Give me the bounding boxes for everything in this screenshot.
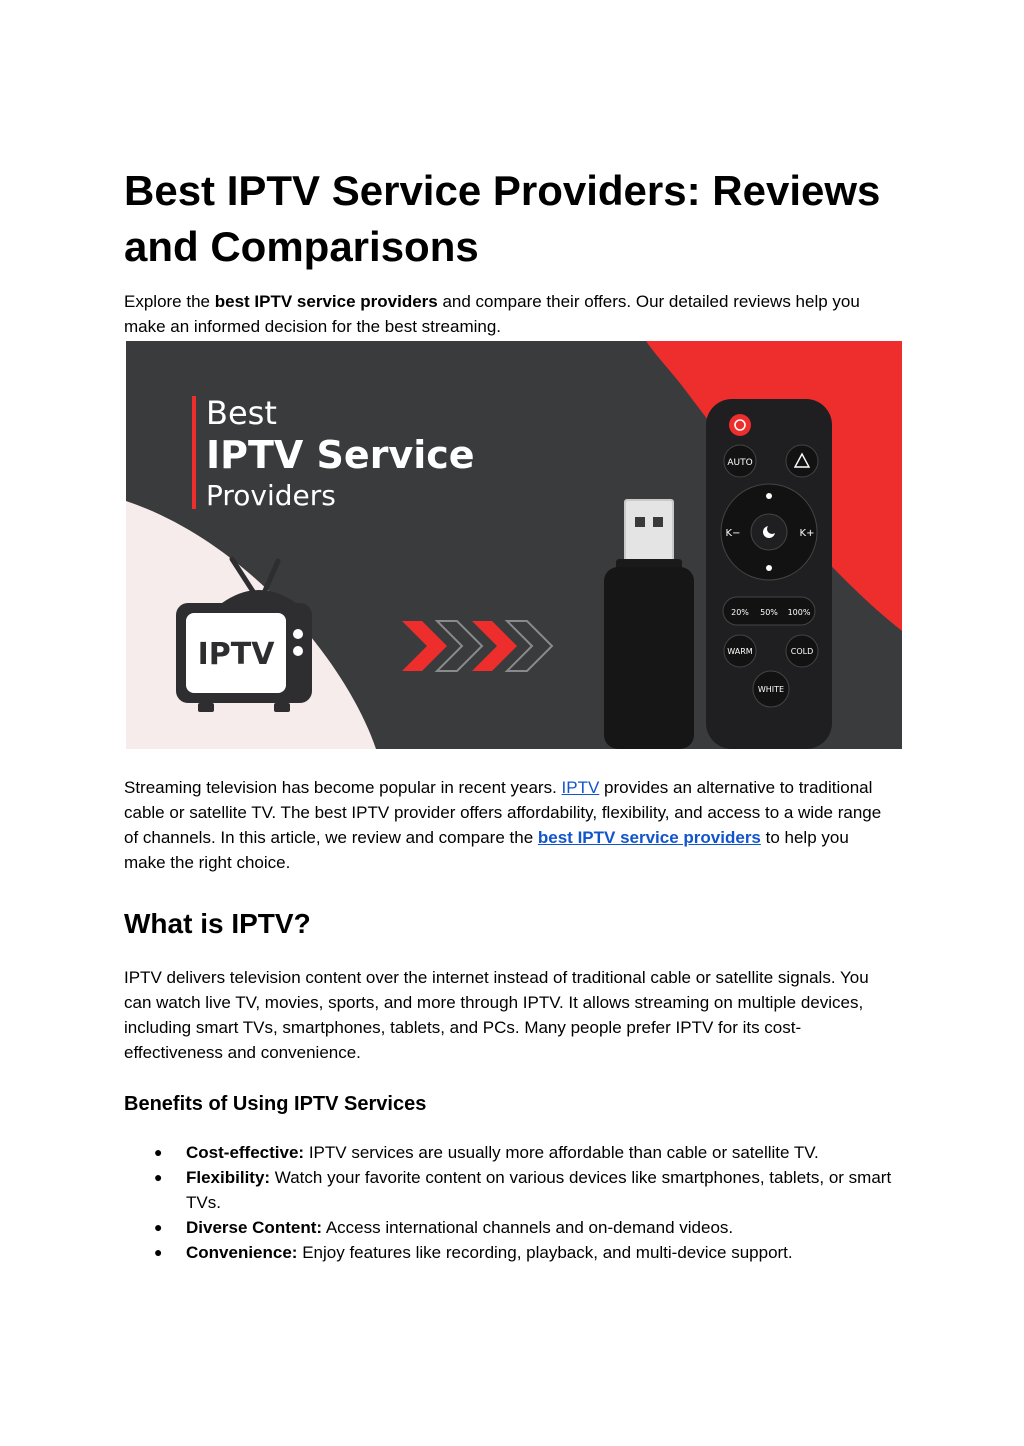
subheading: Benefits of Using IPTV Services: [124, 1093, 427, 1115]
remote-k-minus: K−: [725, 528, 741, 539]
intro-paragraph: [124, 289, 884, 339]
bullet-icon: ●: [154, 1219, 163, 1235]
remote-control: [706, 399, 832, 749]
benefits-list: [154, 1140, 904, 1265]
intro-text-start: Explore the: [124, 292, 215, 311]
benefit-label: Cost-effective:: [186, 1143, 305, 1162]
remote-warm: WARM: [727, 647, 753, 656]
tv-iptv-label: IPTV: [197, 637, 275, 672]
section-heading: What is IPTV?: [124, 908, 311, 939]
p1-text-3: to help you make the right choice.: [124, 828, 849, 872]
remote-auto: AUTO: [727, 458, 753, 468]
benefit-label: Flexibility:: [186, 1168, 271, 1187]
hero-illustration: [126, 341, 902, 749]
hero-image: [126, 341, 902, 749]
hero-title-line1: Best: [206, 394, 277, 432]
remote-50: 50%: [760, 608, 778, 617]
list-item: [154, 1240, 904, 1265]
intro-bold-text: best IPTV service providers: [214, 292, 438, 311]
remote-20: 20%: [731, 608, 749, 617]
remote-100: 100%: [787, 608, 811, 617]
benefit-text: Enjoy features like recording, playback, and multi-device support.: [297, 1243, 793, 1262]
body-paragraph-2: IPTV delivers television content over the internet instead of traditional cable or satellite signals. You can watch live TV, movies, sports, and more through IPTV. It allows streaming on multiple devices, including smart TVs, smartphones, tablets, and PCs. Many people prefer IPTV for its cost-effectiveness and convenience.: [124, 968, 869, 1062]
remote-white: WHITE: [757, 685, 785, 694]
body-paragraph-1: [124, 775, 884, 875]
list-item: [154, 1140, 904, 1165]
benefit-text: IPTV services are usually more affordable than cable or satellite TV.: [304, 1143, 819, 1162]
hero-title-line3: Providers: [206, 479, 336, 512]
p1-text-1: Streaming television has become popular in recent years.: [124, 778, 562, 797]
intro-text-end: and compare their offers. Our detailed reviews help you make an informed decision for the best streaming.: [124, 292, 860, 336]
benefit-text: Watch your favorite content on various devices like smartphones, tablets, or smart TVs.: [186, 1168, 892, 1212]
benefit-text: Access international channels and on-demand videos.: [322, 1218, 734, 1237]
bullet-icon: ●: [154, 1169, 163, 1185]
benefit-label: Convenience:: [186, 1243, 298, 1262]
hero-title-line2: IPTV Service: [206, 433, 475, 477]
p1-text-2: provides an alternative to traditional cable or satellite TV. The best IPTV provider offers affordability, flexibility, and access to a wide range of channels. In this article, we review and compare the: [124, 778, 882, 847]
iptv-link[interactable]: IPTV: [561, 778, 600, 797]
bullet-icon: ●: [154, 1144, 163, 1160]
best-iptv-providers-link[interactable]: best IPTV service providers: [537, 828, 761, 847]
bullet-icon: ●: [154, 1244, 163, 1260]
page-title: Best IPTV Service Providers: Reviews and Comparisons: [124, 167, 881, 270]
title-accent-bar: [192, 396, 196, 509]
remote-cold: COLD: [790, 647, 814, 656]
remote-k-plus: K+: [799, 528, 815, 539]
list-item: [154, 1165, 904, 1215]
benefit-label: Diverse Content:: [186, 1218, 323, 1237]
list-item: [154, 1215, 904, 1240]
